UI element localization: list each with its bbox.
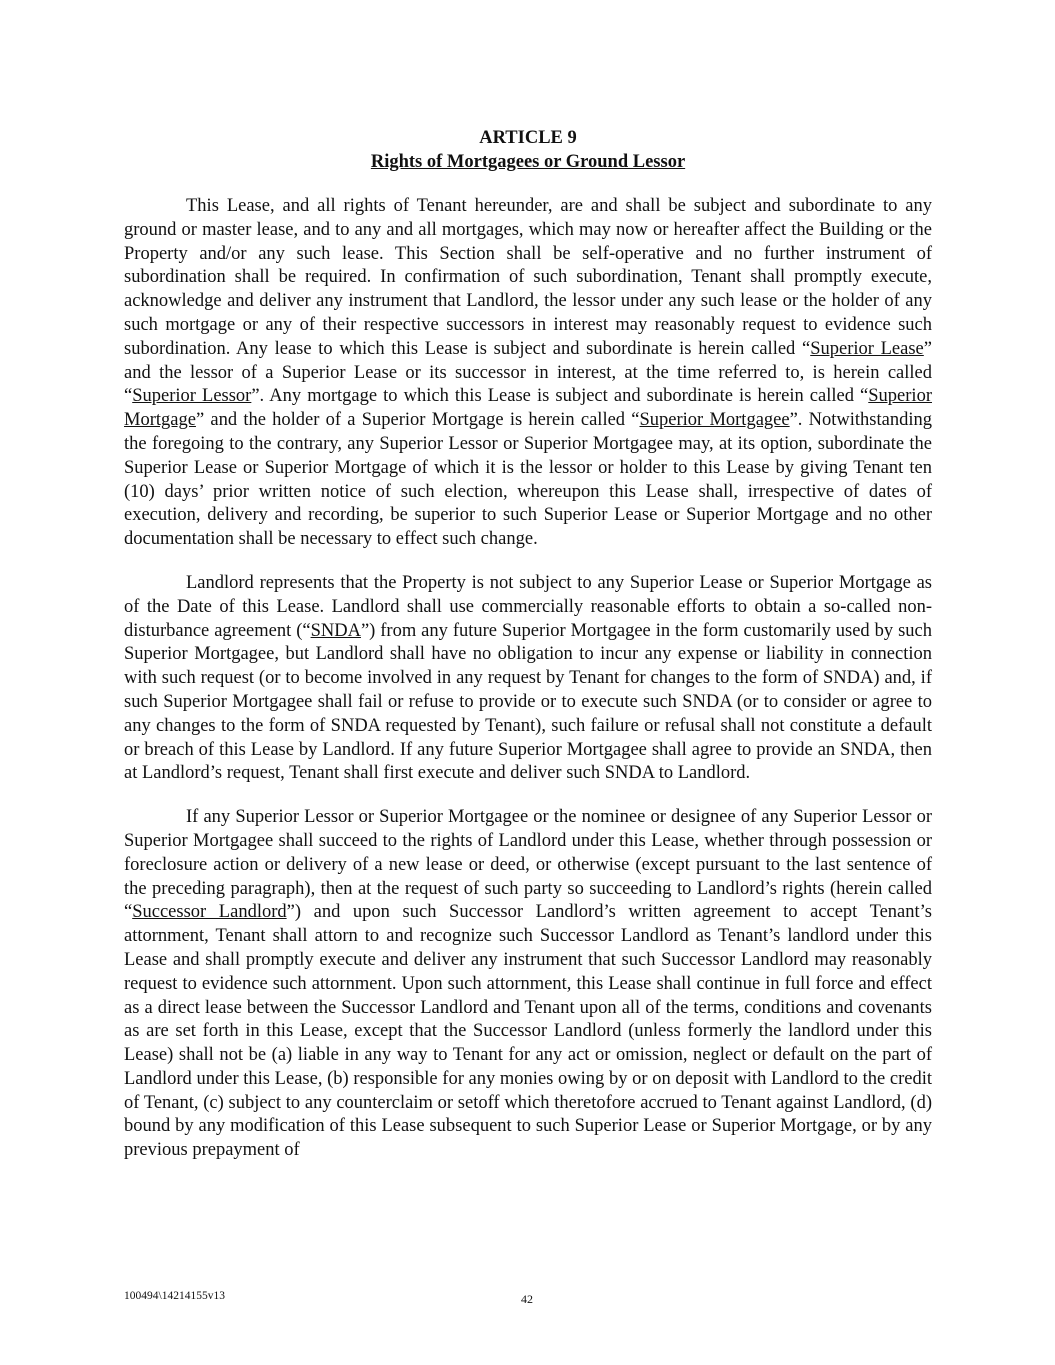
defined-term-superior-lessor: Superior Lessor	[132, 386, 252, 407]
article-title: Rights of Mortgagees or Ground Lessor	[370, 152, 686, 172]
footer-document-id: 100494\14214155v13	[124, 1290, 225, 1302]
paragraph-attornment	[124, 806, 932, 1163]
defined-term-superior-lease: Superior Lease	[810, 338, 924, 359]
document-page	[124, 126, 932, 1163]
paragraph-subordination	[124, 195, 932, 552]
text-run: Landlord represents that the Property is not subject to any Superior Lease or Superior Mortgage as of the Date of this Lease. Landlord shall use commercially reasonable efforts to obtain a so-called non-disturbance agreement (“	[124, 572, 932, 641]
footer-page-number: 42	[521, 1292, 533, 1306]
text-run: This Lease, and all rights of Tenant hereunder, are and shall be subject and subordinate to any ground or master lease, and to any and all mortgages, which may now or hereafter affect the Building or the Property and/or any such lease. This Section shall be self-operative and no further instrument of subordination shall be required. In confirmation of such subordination, Tenant shall promptly execute, acknowledge and deliver any instrument that Landlord, the lessor under any such lease or the holder of any such mortgage or any of their respective successors in interest may reasonably request to evidence such subordination. Any lease to which this Lease is subject and subordinate is herein called “	[124, 196, 932, 359]
text-run: ”) from any future Superior Mortgagee in the form customarily used by such Superior Mortgagee, but Landlord shall have no obligation to incur any expense or liability in connection with such request (or to become involved in any request by Tenant for changes to the form of SNDA) and, if such Superior Mortgagee shall fail or refuse to provide or to execute such SNDA (or to consider or agree to any changes to the form of SNDA requested by Tenant), such failure or refusal shall not constitute a default or breach of this Lease by Landlord. If any future Superior Mortgagee shall agree to provide an SNDA, then at Landlord’s request, Tenant shall first execute and deliver such SNDA to Landlord.	[124, 620, 932, 784]
text-run: ” and the lessor of a Superior Lease or its successor in interest, at the time referred to, is herein called “	[124, 338, 932, 407]
defined-term-successor-landlord: Successor Landlord	[132, 902, 287, 923]
defined-term-snda: SNDA	[310, 620, 361, 641]
text-run: ”. Any mortgage to which this Lease is subject and subordinate is herein called “	[251, 386, 869, 407]
defined-term-superior-mortgage: Superior Mortgage	[124, 386, 932, 431]
text-run: If any Superior Lessor or Superior Mortgagee or the nominee or designee of any Superior Lessor or Superior Mortgagee shall succeed to the rights of Landlord under this Lease, whether through possession or foreclosure action or delivery of a new lease or deed, or otherwise (except pursuant to the last sentence of the preceding paragraph), then at the request of such party so succeeding to Landlord’s rights (herein called “	[124, 807, 932, 923]
defined-term-superior-mortgagee: Superior Mortgagee	[639, 410, 790, 431]
article-number: ARTICLE 9	[479, 128, 577, 148]
paragraph-snda	[124, 572, 932, 786]
text-run: ”. Notwithstanding the foregoing to the contrary, any Superior Lessor or Superior Mortgagee may, at its option, subordinate the Superior Lease or Superior Mortgage of which it is the lessor or holder to this Lease by giving Tenant ten (10) days’ prior written notice of such election, whereupon this Lease shall, irrespective of dates of execution, delivery and recording, be superior to such Superior Lease or Superior Mortgage and no other documentation shall be necessary to effect such change.	[124, 410, 932, 550]
article-heading	[124, 126, 932, 174]
text-run: ”) and upon such Successor Landlord’s written agreement to accept Tenant’s attornment, Tenant shall attorn to and recognize such Successor Landlord as Tenant’s landlord under this Lease and shall promptly execute and deliver any instrument that such Successor Landlord may reasonably request to evidence such attornment. Upon such attornment, this Lease shall continue in full force and effect as a direct lease between the Successor Landlord and Tenant upon all of the terms, conditions and covenants as are set forth in this Lease, except that the Successor Landlord (unless formerly the landlord under this Lease) shall not be (a) liable in any way to Tenant for any act or omission, neglect or default on the part of Landlord under this Lease, (b) responsible for any monies owing by or on deposit with Landlord to the credit of Tenant, (c) subject to any counterclaim or setoff which theretofore accrued to Tenant against Landlord, (d) bound by any modification of this Lease subsequent to such Superior Lease or Superior Mortgage, or by any previous prepayment of	[124, 902, 932, 1161]
text-run: ” and the holder of a Superior Mortgage is herein called “	[195, 410, 640, 431]
